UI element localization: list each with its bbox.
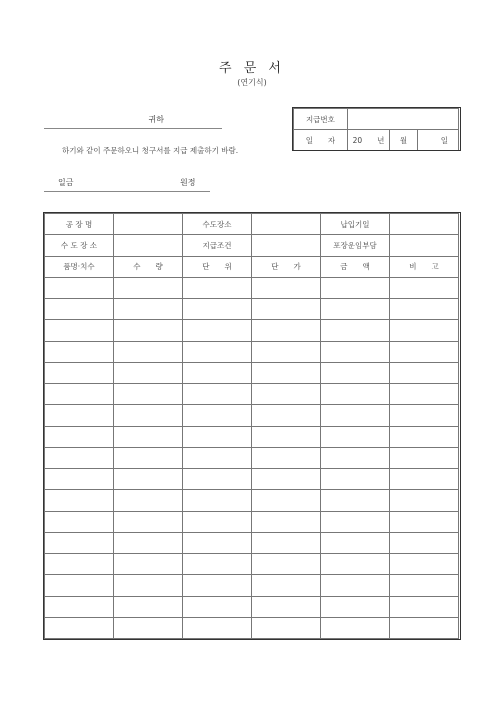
table-cell[interactable] bbox=[114, 617, 183, 638]
table-cell[interactable] bbox=[321, 596, 390, 617]
table-cell[interactable] bbox=[45, 341, 114, 362]
table-cell[interactable] bbox=[390, 277, 459, 298]
form-label: 지급조건 bbox=[183, 235, 252, 256]
table-cell[interactable] bbox=[114, 469, 183, 490]
table-cell[interactable] bbox=[390, 511, 459, 532]
column-header: 비 고 bbox=[390, 256, 459, 277]
table-cell[interactable] bbox=[252, 362, 321, 383]
column-header: 금 액 bbox=[321, 256, 390, 277]
table-cell[interactable] bbox=[183, 405, 252, 426]
table-cell[interactable] bbox=[114, 447, 183, 468]
form-label: 납입기일 bbox=[321, 214, 390, 235]
table-cell[interactable] bbox=[321, 405, 390, 426]
table-cell[interactable] bbox=[252, 617, 321, 638]
table-cell[interactable] bbox=[252, 426, 321, 447]
table-cell[interactable] bbox=[114, 575, 183, 596]
table-cell[interactable] bbox=[114, 596, 183, 617]
table-cell[interactable] bbox=[321, 532, 390, 553]
table-row bbox=[45, 405, 459, 426]
table-cell[interactable] bbox=[114, 299, 183, 320]
table-cell[interactable] bbox=[321, 320, 390, 341]
table-cell[interactable] bbox=[321, 426, 390, 447]
table-row bbox=[45, 426, 459, 447]
table-cell[interactable] bbox=[45, 320, 114, 341]
table-row bbox=[45, 447, 459, 468]
table-row bbox=[45, 511, 459, 532]
table-cell[interactable] bbox=[321, 299, 390, 320]
payment-info-table bbox=[293, 108, 459, 151]
column-header: 수 량 bbox=[114, 256, 183, 277]
table-cell[interactable] bbox=[45, 554, 114, 575]
form-value[interactable] bbox=[252, 214, 321, 235]
table-cell[interactable] bbox=[252, 575, 321, 596]
table-cell[interactable] bbox=[252, 320, 321, 341]
table-cell[interactable] bbox=[321, 362, 390, 383]
table-cell[interactable] bbox=[114, 320, 183, 341]
table-cell[interactable] bbox=[183, 299, 252, 320]
table-cell[interactable] bbox=[390, 384, 459, 405]
table-cell[interactable] bbox=[45, 617, 114, 638]
table-cell[interactable] bbox=[45, 277, 114, 298]
table-cell[interactable] bbox=[45, 490, 114, 511]
table-cell[interactable] bbox=[390, 341, 459, 362]
table-cell[interactable] bbox=[45, 575, 114, 596]
payment-no-value[interactable] bbox=[347, 109, 458, 130]
table-cell[interactable] bbox=[45, 405, 114, 426]
table-cell[interactable] bbox=[114, 426, 183, 447]
column-header-row bbox=[45, 256, 459, 277]
payment-no-label: 지급번호 bbox=[294, 109, 348, 130]
addressee-field[interactable] bbox=[44, 110, 222, 129]
table-cell[interactable] bbox=[321, 447, 390, 468]
table-cell[interactable] bbox=[321, 277, 390, 298]
table-cell[interactable] bbox=[390, 575, 459, 596]
table-cell[interactable] bbox=[321, 490, 390, 511]
table-cell[interactable] bbox=[321, 469, 390, 490]
table-cell[interactable] bbox=[252, 341, 321, 362]
form-value[interactable] bbox=[114, 235, 183, 256]
table-cell[interactable] bbox=[183, 617, 252, 638]
table-cell[interactable] bbox=[321, 554, 390, 575]
table-cell[interactable] bbox=[390, 426, 459, 447]
table-cell[interactable] bbox=[183, 469, 252, 490]
table-cell[interactable] bbox=[252, 469, 321, 490]
table-cell[interactable] bbox=[390, 469, 459, 490]
table-cell[interactable] bbox=[183, 277, 252, 298]
table-cell[interactable] bbox=[114, 362, 183, 383]
addressee-suffix: 귀하 bbox=[148, 115, 164, 124]
table-cell[interactable] bbox=[390, 554, 459, 575]
table-cell[interactable] bbox=[321, 575, 390, 596]
date-day[interactable]: 일 bbox=[417, 130, 458, 151]
intro-text: 하기와 같이 주문하오니 청구서를 지급 제출하기 바람. bbox=[62, 146, 239, 155]
table-cell[interactable] bbox=[390, 532, 459, 553]
table-cell[interactable] bbox=[183, 596, 252, 617]
table-cell[interactable] bbox=[45, 447, 114, 468]
table-cell[interactable] bbox=[114, 532, 183, 553]
table-cell[interactable] bbox=[252, 532, 321, 553]
amount-field[interactable] bbox=[44, 173, 210, 192]
table-row bbox=[45, 617, 459, 638]
table-cell[interactable] bbox=[321, 511, 390, 532]
table-cell[interactable] bbox=[183, 575, 252, 596]
table-row bbox=[45, 554, 459, 575]
table-cell[interactable] bbox=[183, 362, 252, 383]
table-cell[interactable] bbox=[390, 405, 459, 426]
table-cell[interactable] bbox=[114, 384, 183, 405]
table-cell[interactable] bbox=[183, 511, 252, 532]
table-row bbox=[45, 469, 459, 490]
table-cell[interactable] bbox=[252, 490, 321, 511]
table-cell[interactable] bbox=[390, 362, 459, 383]
table-cell[interactable] bbox=[321, 617, 390, 638]
form-label: 공 장 명 bbox=[45, 214, 114, 235]
table-cell[interactable] bbox=[252, 447, 321, 468]
table-cell[interactable] bbox=[114, 341, 183, 362]
form-value[interactable] bbox=[390, 235, 459, 256]
document-subtitle: (연기식) bbox=[237, 78, 267, 87]
column-header: 품명·치수 bbox=[45, 256, 114, 277]
amount-label: 일금 bbox=[58, 178, 74, 187]
form-value[interactable] bbox=[252, 235, 321, 256]
table-cell[interactable] bbox=[252, 299, 321, 320]
table-cell[interactable] bbox=[45, 511, 114, 532]
table-cell[interactable] bbox=[45, 532, 114, 553]
table-cell[interactable] bbox=[114, 277, 183, 298]
form-label: 수 도 장 소 bbox=[45, 235, 114, 256]
table-cell[interactable] bbox=[390, 617, 459, 638]
table-cell[interactable] bbox=[114, 490, 183, 511]
table-cell[interactable] bbox=[390, 490, 459, 511]
column-header: 단 위 bbox=[183, 256, 252, 277]
table-cell[interactable] bbox=[390, 320, 459, 341]
table-cell[interactable] bbox=[45, 384, 114, 405]
table-row bbox=[45, 362, 459, 383]
table-cell[interactable] bbox=[114, 511, 183, 532]
form-row bbox=[45, 235, 459, 256]
form-value[interactable] bbox=[114, 214, 183, 235]
table-cell[interactable] bbox=[45, 596, 114, 617]
document-title: 주 문 서 bbox=[219, 61, 285, 76]
amount-unit: 원정 bbox=[180, 178, 196, 187]
form-row bbox=[45, 214, 459, 235]
table-cell[interactable] bbox=[45, 299, 114, 320]
table-cell[interactable] bbox=[252, 511, 321, 532]
table-cell[interactable] bbox=[45, 426, 114, 447]
form-value[interactable] bbox=[390, 214, 459, 235]
table-row bbox=[45, 299, 459, 320]
table-cell[interactable] bbox=[183, 320, 252, 341]
table-cell[interactable] bbox=[252, 596, 321, 617]
table-cell[interactable] bbox=[252, 405, 321, 426]
table-cell[interactable] bbox=[183, 341, 252, 362]
table-row bbox=[45, 575, 459, 596]
table-cell[interactable] bbox=[183, 554, 252, 575]
table-cell[interactable] bbox=[252, 277, 321, 298]
table-row bbox=[45, 320, 459, 341]
date-label: 일 자 bbox=[294, 130, 348, 151]
table-cell[interactable] bbox=[183, 447, 252, 468]
table-cell[interactable] bbox=[252, 554, 321, 575]
table-cell[interactable] bbox=[183, 532, 252, 553]
column-header: 단 가 bbox=[252, 256, 321, 277]
table-cell[interactable] bbox=[252, 384, 321, 405]
table-row bbox=[45, 341, 459, 362]
table-cell[interactable] bbox=[183, 384, 252, 405]
date-year[interactable]: 20 년 bbox=[347, 130, 389, 151]
form-label: 포장운임부담 bbox=[321, 235, 390, 256]
table-cell[interactable] bbox=[390, 596, 459, 617]
table-cell[interactable] bbox=[390, 447, 459, 468]
table-cell[interactable] bbox=[321, 384, 390, 405]
table-row bbox=[45, 277, 459, 298]
table-row bbox=[45, 490, 459, 511]
order-table bbox=[44, 213, 459, 639]
date-month[interactable]: 월 bbox=[390, 130, 418, 151]
table-row bbox=[45, 384, 459, 405]
table-cell[interactable] bbox=[114, 405, 183, 426]
table-cell[interactable] bbox=[183, 490, 252, 511]
table-cell[interactable] bbox=[183, 426, 252, 447]
table-cell[interactable] bbox=[321, 341, 390, 362]
table-cell[interactable] bbox=[114, 554, 183, 575]
form-label: 수도장소 bbox=[183, 214, 252, 235]
table-row bbox=[45, 532, 459, 553]
table-row bbox=[45, 596, 459, 617]
table-cell[interactable] bbox=[390, 299, 459, 320]
table-cell[interactable] bbox=[45, 362, 114, 383]
table-cell[interactable] bbox=[45, 469, 114, 490]
